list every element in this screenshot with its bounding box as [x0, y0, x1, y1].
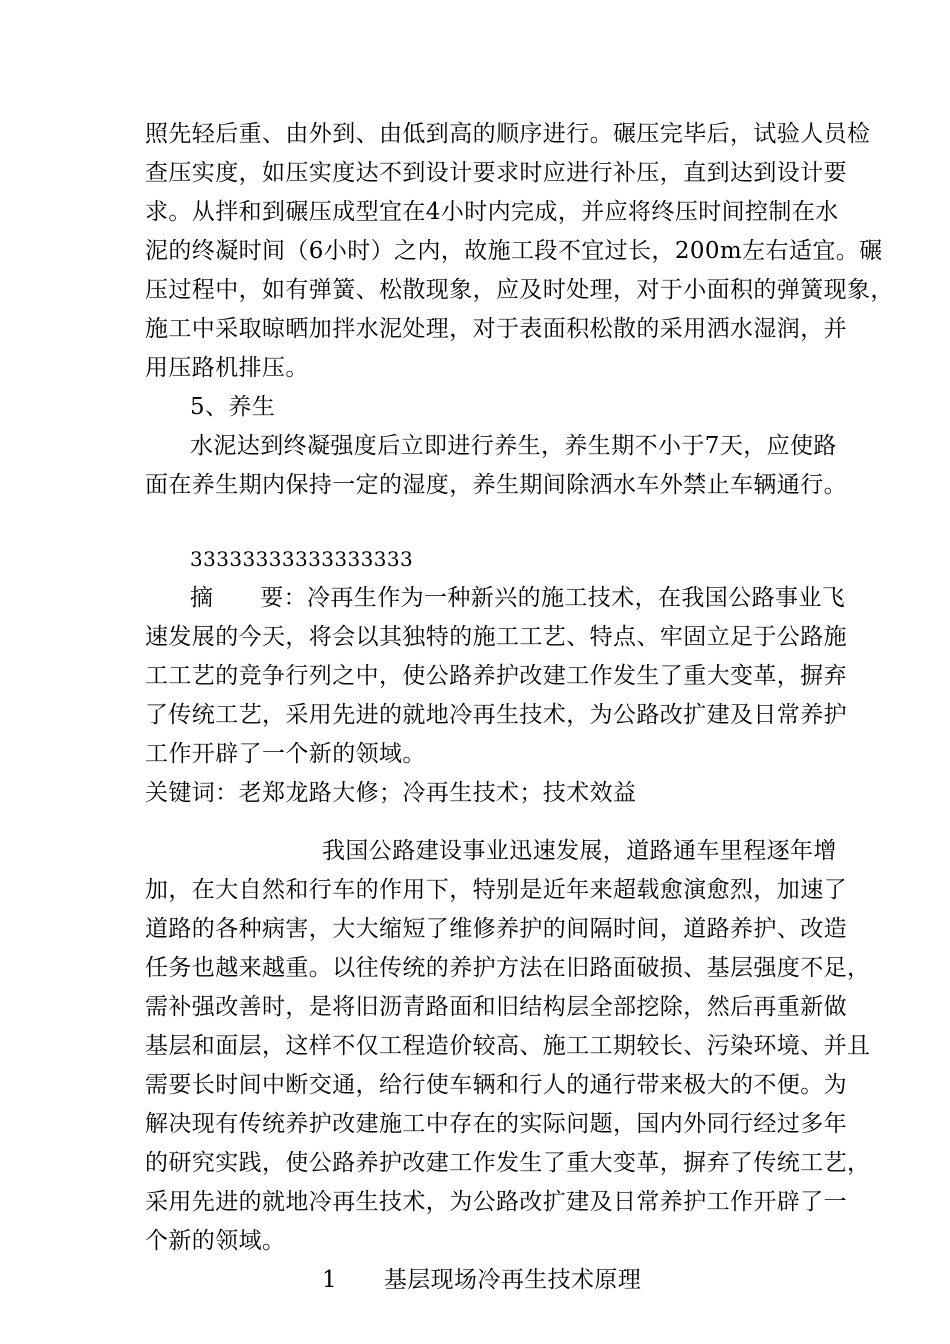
separator-text: 33333333333333333: [190, 547, 414, 571]
paragraph-line: 用压路机排压。: [145, 355, 309, 381]
paragraph-line: 求。从拌和到碾压成型宜在4小时内完成，并应将终压时间控制在水: [145, 199, 839, 225]
paragraph-line: 的研究实践，使公路养护改建工作发生了重大变革，摒弃了传统工艺，: [145, 1150, 871, 1176]
paragraph-line: 道路的各种病害，大大缩短了维修养护的间隔时间，道路养护、改造: [145, 916, 847, 942]
paragraph-line: 需要长时间中断交通，给行使车辆和行人的通行带来极大的不便。为: [145, 1072, 847, 1098]
paragraph-line: 水泥达到终凝强度后立即进行养生，养生期不小于7天，应使路: [190, 433, 837, 459]
keywords-line: 关键词：老郑龙路大修；冷再生技术；技术效益: [145, 780, 637, 806]
paragraph-line: 压过程中，如有弹簧、松散现象，应及时处理，对于小面积的弹簧现象，: [145, 277, 894, 303]
paragraph-line: 泥的终凝时间（6小时）之内，故施工段不宜过长，200m左右适宜。碾: [145, 238, 883, 264]
abstract-line: 摘 要：冷再生作为一种新兴的施工技术，在我国公路事业飞: [190, 585, 846, 611]
paragraph-line: 面在养生期内保持一定的湿度，养生期间除洒水车外禁止车辆通行。: [145, 472, 847, 498]
paragraph-line: 采用先进的就地冷再生技术，为公路改扩建及日常养护工作开辟了一: [145, 1189, 847, 1215]
abstract-line: 了传统工艺，采用先进的就地冷再生技术，为公路改扩建及日常养护: [145, 702, 847, 728]
paragraph-line: 施工中采取晾晒加拌水泥处理，对于表面积松散的采用洒水湿润，并: [145, 316, 847, 342]
section-heading: 1 基层现场冷再生技术原理: [322, 1267, 642, 1293]
paragraph-line: 加，在大自然和行车的作用下，特别是近年来超载愈演愈烈，加速了: [145, 877, 847, 903]
abstract-line: 工作开辟了一个新的领域。: [145, 741, 426, 767]
paragraph-line: 任务也越来越重。以往传统的养护方法在旧路面破损、基层强度不足，: [145, 955, 871, 981]
abstract-line: 速发展的今天，将会以其独特的施工工艺、特点、牢固立足于公路施: [145, 624, 847, 650]
paragraph-line: 基层和面层，这样不仅工程造价较高、施工工期较长、污染环境、并且: [145, 1033, 871, 1059]
abstract-line: 工工艺的竞争行列之中，使公路养护改建工作发生了重大变革，摒弃: [145, 663, 847, 689]
paragraph-line: 解决现有传统养护改建施工中存在的实际问题，国内外同行经过多年: [145, 1111, 847, 1137]
paragraph-line: 个新的领域。: [145, 1228, 286, 1254]
paragraph-line: 照先轻后重、由外到、由低到高的顺序进行。碾压完毕后，试验人员检: [145, 121, 871, 147]
paragraph-line: 需补强改善时，是将旧沥青路面和旧结构层全部挖除，然后再重新做: [145, 994, 847, 1020]
paragraph-line: 查压实度，如压实度达不到设计要求时应进行补压，直到达到设计要: [145, 160, 847, 186]
section-heading: 5、养生: [190, 394, 276, 420]
paragraph-line: 我国公路建设事业迅速发展，道路通车里程逐年增: [322, 838, 837, 864]
